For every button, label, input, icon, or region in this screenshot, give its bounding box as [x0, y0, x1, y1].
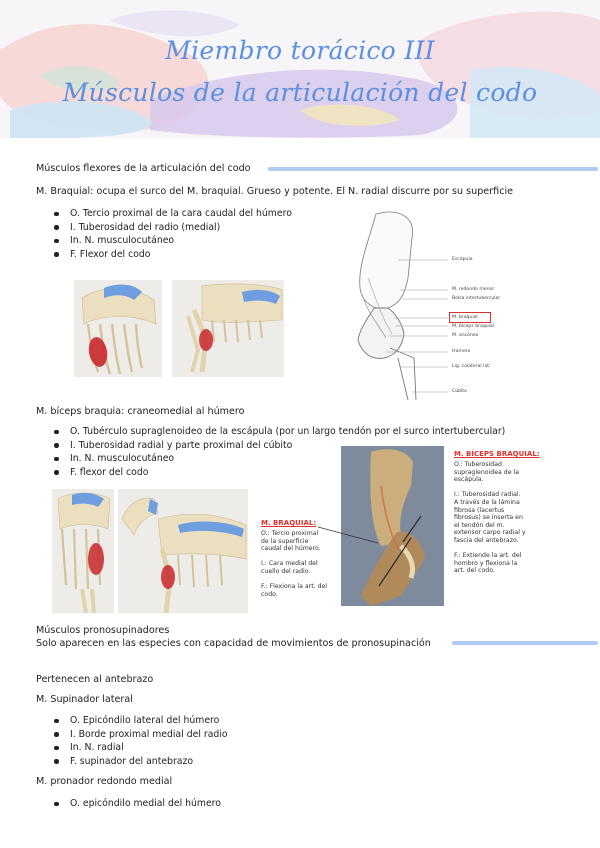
diagram-label: M. redondo menor — [452, 287, 495, 292]
pointer-line — [318, 525, 378, 545]
diagram-label: M. braquial — [452, 315, 478, 320]
page-title: Miembro torácico III — [165, 36, 435, 65]
biceps-card-body: O.: Tuberosidad supraglenoidea de la escápula. I.: Tuberosidad radial. A través de la lámina fibrosa (lacertus fibrosus) se inserta en el tendón del m. extensor carpo radial y fascia del antebrazo. F.: Extiende la art. del hombro y flexiona la art. del codo. — [454, 461, 526, 575]
braquial-card-heading: M. BRAQUIAL: — [261, 519, 317, 527]
list-item: In. N. radial — [52, 741, 228, 755]
diagram-label: Lig. colateral lat. — [452, 364, 491, 369]
watercolor-decoration — [0, 0, 600, 138]
section-rule — [268, 167, 598, 171]
diagram-label: Húmero — [452, 349, 471, 354]
diagram-label: Escápula — [452, 257, 473, 262]
section-heading-flexores: Músculos flexores de la articulación del codo — [36, 163, 251, 174]
pronador-title: M. pronador redondo medial — [36, 776, 173, 787]
list-item: F. Flexor del codo — [52, 248, 292, 262]
braquial-list — [52, 207, 292, 261]
anatomy-line-diagram — [338, 208, 504, 400]
list-item: O. Tubérculo supraglenoideo de la escápula (por un largo tendón por el surco intertubercular) — [52, 425, 505, 439]
list-item: O. Epicóndilo lateral del húmero — [52, 714, 228, 728]
diagram-label: Bolsa intertubercular — [452, 296, 501, 301]
braquial-card-body: O.: Tercio proximal de la superficie caudal del húmero. I.: Cara medial del cuello del radio. F.: Flexiona la art. del codo. — [261, 530, 328, 598]
skeleton-photo-4 — [118, 489, 248, 613]
section-heading-pronosupinadores: Músculos pronosupinadores — [36, 625, 170, 636]
pronador-list — [52, 797, 221, 811]
biceps-card-heading: M. BÍCEPS BRAQUIAL: — [454, 450, 540, 458]
list-item: F. flexor del codo — [52, 466, 505, 480]
skeleton-photo-1 — [74, 280, 162, 377]
list-item: I. Tuberosidad del radio (medial) — [52, 221, 292, 235]
skeleton-photo-3 — [52, 489, 114, 613]
diagram-label: Cúbito — [452, 389, 467, 394]
list-item: I. Borde proximal medial del radio — [52, 728, 228, 742]
list-item: O. Tercio proximal de la cara caudal del húmero — [52, 207, 292, 221]
section-rule — [452, 641, 598, 645]
pronosupinadores-subtitle: Solo aparecen en las especies con capacidad de movimientos de pronosupinación — [36, 638, 431, 649]
page-subtitle: Músculos de la articulación del codo — [62, 78, 538, 107]
list-item: O. epicóndilo medial del húmero — [52, 797, 221, 811]
diagram-label: M. ancóneo — [452, 333, 479, 338]
braquial-intro: M. Braquial: ocupa el surco del M. braquial. Grueso y potente. El N. radial discurre por su superficie — [36, 186, 514, 197]
supinador-title: M. Supinador lateral — [36, 694, 133, 705]
list-item: In. N. musculocutáneo — [52, 234, 292, 248]
forearm-note: Pertenecen al antebrazo — [36, 674, 154, 685]
diagram-label: M. bíceps braquial — [452, 324, 495, 329]
list-item: F. supinador del antebrazo — [52, 755, 228, 769]
biceps-intro: M. bíceps braquia: craneomedial al húmero — [36, 406, 245, 417]
header-banner — [0, 0, 600, 138]
supinador-list — [52, 714, 228, 768]
list-item: In. N. musculocutáneo — [52, 452, 505, 466]
list-item: I. Tuberosidad radial y parte proximal del cúbito — [52, 439, 505, 453]
skeleton-photo-2 — [172, 280, 284, 377]
